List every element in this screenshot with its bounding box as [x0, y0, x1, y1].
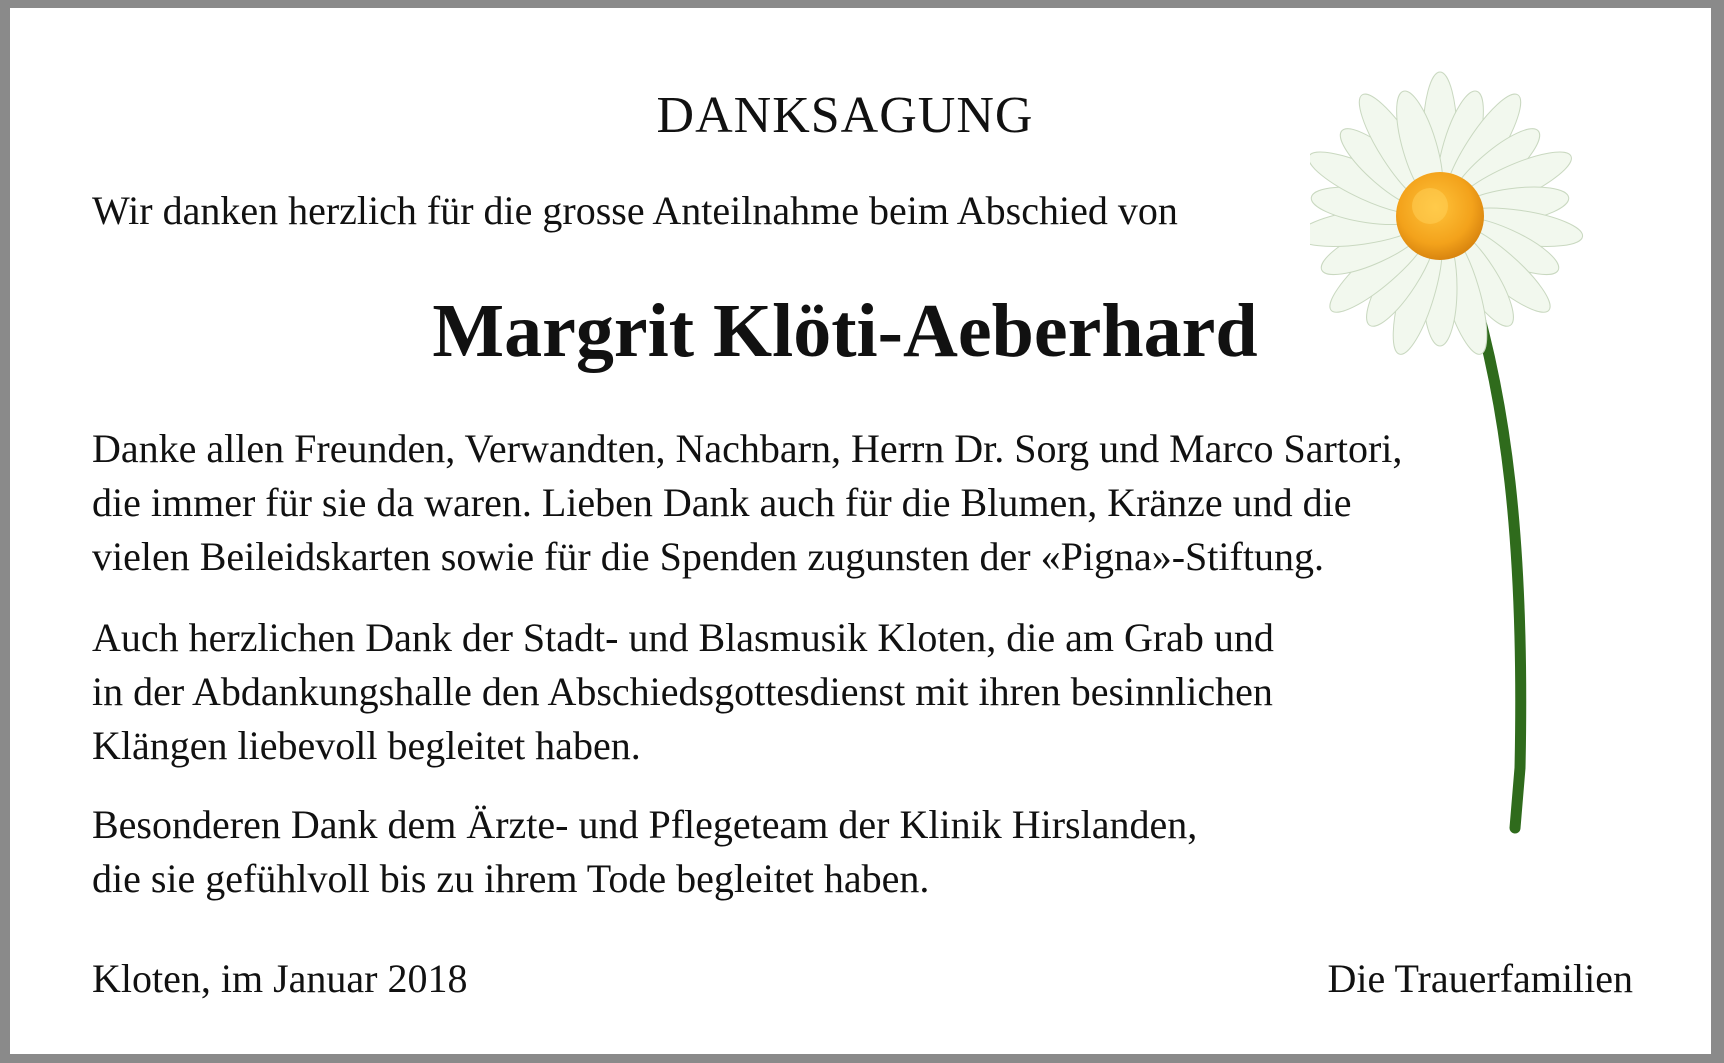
- daisy-icon: [1310, 68, 1710, 858]
- paragraph-line: die sie gefühlvoll bis zu ihrem Tode begleitet haben.: [92, 856, 930, 901]
- thanks-paragraph-3: [92, 798, 1197, 906]
- notice-heading: DANKSAGUNG: [656, 87, 1034, 144]
- signature: Die Trauerfamilien: [1327, 956, 1633, 1001]
- obituary-card: [10, 8, 1711, 1054]
- flower-center-highlight: [1412, 188, 1448, 224]
- paragraph-line: vielen Beileidskarten sowie für die Spenden zugunsten der «Pigna»-Stiftung.: [92, 534, 1324, 579]
- thanks-paragraph-1: [92, 422, 1402, 584]
- paragraph-line: in der Abdankungshalle den Abschiedsgottesdienst mit ihren besinnlichen: [92, 669, 1273, 714]
- deceased-name: Margrit Klöti-Aeberhard: [432, 289, 1258, 373]
- paragraph-line: die immer für sie da waren. Lieben Dank auch für die Blumen, Kränze und die: [92, 480, 1352, 525]
- paragraph-line: Besonderen Dank dem Ärzte- und Pflegeteam der Klinik Hirslanden,: [92, 802, 1198, 847]
- paragraph-line: Klängen liebevoll begleitet haben.: [92, 723, 641, 768]
- place-date: Kloten, im Januar 2018: [92, 956, 468, 1001]
- paragraph-line: Auch herzlichen Dank der Stadt- und Blasmusik Kloten, die am Grab und: [92, 615, 1274, 660]
- flower-stem: [1470, 283, 1521, 828]
- paragraph-line: Danke allen Freunden, Verwandten, Nachbarn, Herrn Dr. Sorg und Marco Sartori,: [92, 426, 1403, 471]
- intro-text: Wir danken herzlich für die grosse Anteilnahme beim Abschied von: [92, 188, 1178, 233]
- thanks-paragraph-2: [92, 611, 1274, 773]
